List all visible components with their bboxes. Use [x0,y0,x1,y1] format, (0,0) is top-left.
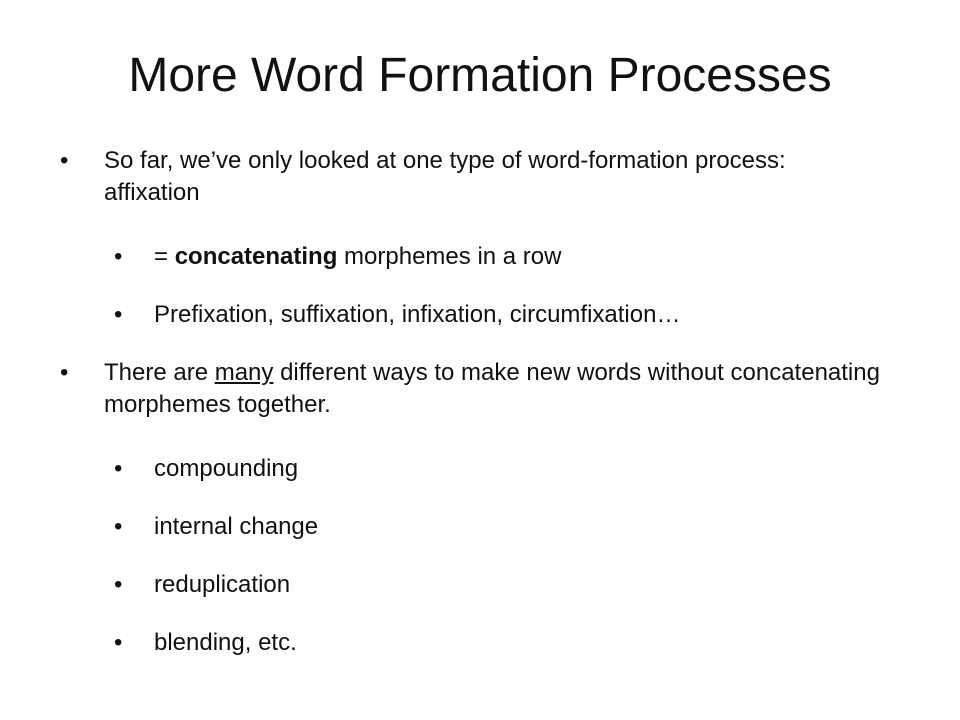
bullet-dot: • [114,629,123,656]
text-after: different ways to make new words without concatenating morphemes together. [104,359,880,418]
subbullet-blending [114,627,874,659]
bullet-text [154,241,874,273]
bullet-text: Prefixation, suffixation, infixation, circumfixation… [154,301,681,328]
bullet-text: So far, we’ve only looked at one type of word-formation process: affixation [104,147,786,206]
subbullet-compounding [114,453,874,485]
bullet-dot: • [114,513,123,540]
underlined-term: many [214,359,274,386]
slide-title: More Word Formation Processes [128,49,832,102]
bullet-dot: • [114,301,123,328]
text-before: There are [104,359,215,386]
text-prefix: = [154,243,175,270]
bold-term: concatenating [174,243,338,270]
bullet-text: blending, etc. [154,629,297,656]
bullet-dot: • [114,243,123,270]
bullet-many-ways [60,357,880,421]
bullet-text: reduplication [154,571,291,598]
bullet-dot: • [114,455,123,482]
subbullet-internal-change [114,511,874,543]
bullet-text: internal change [154,513,319,540]
bullet-text: compounding [154,455,299,482]
subbullet-reduplication [114,569,874,601]
bullet-dot: • [60,147,69,174]
text-suffix: morphemes in a row [337,243,562,270]
bullet-dot: • [60,359,69,386]
subbullet-affix-types [114,299,874,331]
bullet-dot: • [114,571,123,598]
bullet-text [104,357,880,421]
subbullet-concatenating [114,241,874,273]
bullet-affixation [60,145,880,209]
